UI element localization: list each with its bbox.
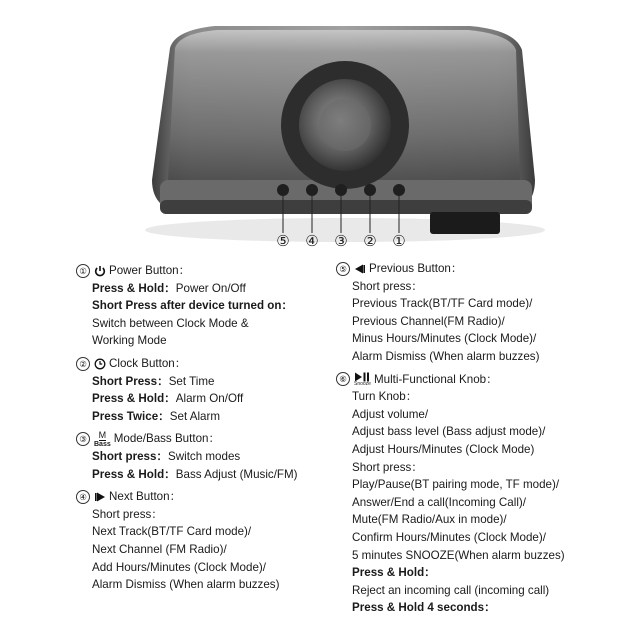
mode-bass-icon: M Bass xyxy=(94,429,111,448)
label: Press Twice： xyxy=(92,409,170,423)
text: Short press： xyxy=(92,507,163,521)
text: Mute(FM Radio/Aux in mode)/ xyxy=(352,513,507,527)
text: Alarm On/Off xyxy=(175,392,244,406)
number-badge: ④ xyxy=(76,490,90,504)
section-title: Next Button： xyxy=(109,490,182,504)
text: Bass Adjust (Music/FM) xyxy=(175,467,298,481)
text: Next Channel (FM Radio)/ xyxy=(92,542,227,556)
next-icon xyxy=(94,491,106,503)
label: Press & Hold 4 seconds： xyxy=(352,601,496,615)
text: 5 minutes SNOOZE(When alarm buzzes) xyxy=(352,548,565,562)
play-pause-snooze-icon: Snooze xyxy=(354,372,371,387)
clock-button-section xyxy=(76,355,336,425)
text: Switch between Clock Mode & xyxy=(92,316,249,330)
text: Previous Track(BT/TF Card mode)/ xyxy=(352,297,533,311)
label: Press & Hold： xyxy=(92,467,176,481)
product-label-1: ① xyxy=(392,232,406,250)
text: Power On/Off xyxy=(175,281,246,295)
label: Short press： xyxy=(92,449,169,463)
product-label-3: ③ xyxy=(334,232,348,250)
section-title: Mode/Bass Button： xyxy=(113,432,221,446)
section-title: Clock Button： xyxy=(109,356,187,370)
section-title: Power Button： xyxy=(109,264,191,277)
text: Short press： xyxy=(352,460,423,474)
text: Set Time xyxy=(168,374,215,388)
text: Alarm Dismiss (When alarm buzzes) xyxy=(92,578,280,592)
number-badge: ② xyxy=(76,357,90,371)
text: Reject an incoming call (incoming call) xyxy=(352,583,550,597)
text: Confirm Hours/Minutes (Clock Mode)/ xyxy=(352,530,546,544)
text: Short press： xyxy=(352,279,423,293)
product-label-5: ⑤ xyxy=(276,232,290,250)
clock-icon xyxy=(94,358,106,370)
power-icon xyxy=(94,265,106,277)
text: Alarm Dismiss (When alarm buzzes) xyxy=(352,349,540,363)
text: Adjust volume/ xyxy=(352,407,429,421)
text: Adjust bass level (Bass adjust mode)/ xyxy=(352,425,546,439)
text: Minus Hours/Minutes (Clock Mode)/ xyxy=(352,332,537,346)
product-label-2: ② xyxy=(363,232,377,250)
text: Working Mode xyxy=(92,334,167,348)
section-title: Previous Button： xyxy=(369,262,463,275)
previous-icon xyxy=(354,263,366,275)
text: Switch modes xyxy=(168,449,241,463)
text: Set Alarm xyxy=(169,409,221,423)
product-label-4: ④ xyxy=(305,232,319,250)
text: Play/Pause(BT pairing mode, TF mode)/ xyxy=(352,478,560,492)
label: Short Press after device turned on： xyxy=(92,299,294,313)
number-badge: ⑤ xyxy=(336,262,350,276)
next-button-section xyxy=(76,488,336,594)
text: Next Track(BT/TF Card mode)/ xyxy=(92,525,252,539)
text: Adjust Hours/Minutes (Clock Mode) xyxy=(352,442,535,456)
label: Press & Hold： xyxy=(352,566,436,580)
right-instructions xyxy=(336,260,636,622)
text: Answer/End a call(Incoming Call)/ xyxy=(352,495,526,509)
number-badge: ① xyxy=(76,264,90,278)
power-button-section xyxy=(76,262,336,350)
left-instructions xyxy=(76,262,336,599)
section-title: Multi-Functional Knob： xyxy=(373,372,498,386)
text: Previous Channel(FM Radio)/ xyxy=(352,314,505,328)
speaker-product-image xyxy=(0,0,640,260)
number-badge: ③ xyxy=(76,432,90,446)
text: Turn Knob： xyxy=(352,390,418,404)
mode-bass-button-section xyxy=(76,430,336,483)
label: Press & Hold： xyxy=(92,281,176,295)
previous-button-section xyxy=(336,260,636,366)
label: Press & Hold： xyxy=(92,392,176,406)
number-badge: ⑥ xyxy=(336,372,350,386)
text: Add Hours/Minutes (Clock Mode)/ xyxy=(92,560,266,574)
label: Short Press： xyxy=(92,374,169,388)
multi-functional-knob-section xyxy=(336,371,636,617)
